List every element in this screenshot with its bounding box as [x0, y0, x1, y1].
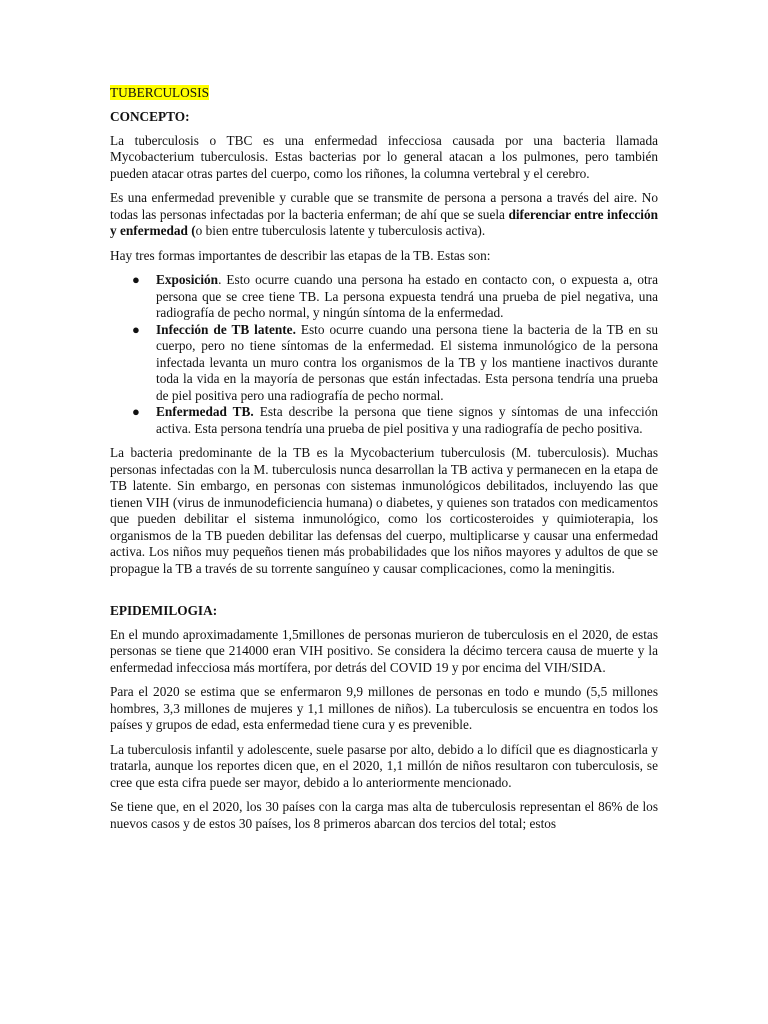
list-item-term: Enfermedad TB.	[156, 404, 254, 419]
concepto-paragraph-2-text-a: Es una enfermedad prevenible y curable que se transmite de persona a persona a través del aire. No todas las personas infectadas por la bacteria enferman; de ahí que se suela	[110, 190, 658, 222]
list-item-term: Infección de TB latente.	[156, 321, 296, 337]
list-item-text: Esta describe la persona que tiene signos y síntomas de una infección activa. Esta persona tendría una prueba de piel positiva y una radiografía de pecho positiva.	[156, 404, 658, 436]
concepto-paragraph-3: Hay tres formas importantes de describir las etapas de la TB. Estas son:	[110, 247, 491, 263]
list-item-term: Exposición	[156, 272, 219, 287]
list-item-text: . Esto ocurre cuando una persona ha estado en contacto con, o expuesta a, otra persona que se cree tiene TB. La persona expuesta tendrá una prueba de piel negativa, una radiografía de pecho normal, y ningún síntoma de la enfermedad.	[156, 272, 658, 320]
concepto-paragraph-2-bold: diferenciar entre infección y enfermedad (	[110, 206, 659, 238]
stages-list	[110, 272, 658, 437]
document-title	[110, 84, 658, 101]
epidemiologia-paragraph-3: La tuberculosis infantil y adolescente, suele pasarse por alto, debido a lo difícil que es diagnosticarla y tratarla, aunque los reportes dicen que, en el 2020, 1,1 millón de niños resultaron con tuberculosis, se cree que esta cifra puede ser mayor, debido a lo anteriormente mencionado.	[110, 741, 658, 790]
list-item-enfermedad-tb	[132, 404, 658, 437]
concepto-paragraph-1: La tuberculosis o TBC es una enfermedad infecciosa causada por una bacteria llamada Mycobacterium tuberculosis. Estas bacterias por lo general atacan a los pulmones, pero también pueden atacar otras partes del cuerpo, como los riñones, la columna vertebral y el cerebro.	[110, 132, 658, 181]
bullet-icon: ●	[132, 321, 140, 337]
epidemiologia-paragraph-4: Se tiene que, en el 2020, los 30 países con la carga mas alta de tuberculosis representan el 86% de los nuevos casos y de estos 30 países, los 8 primeros abarcan dos tercios del total; estos	[110, 799, 658, 831]
bullet-icon: ●	[132, 272, 140, 287]
bullet-icon: ●	[132, 404, 140, 419]
title-highlight: TUBERCULOSIS	[110, 85, 209, 100]
concepto-paragraph-2	[110, 190, 658, 240]
concepto-heading: CONCEPTO:	[110, 109, 190, 124]
concepto-paragraph-2-text-b: o bien entre tuberculosis latente y tuberculosis activa).	[195, 223, 486, 238]
list-item-text: Esto ocurre cuando una persona tiene la bacteria de la TB en su cuerpo, pero no tiene síntomas de la enfermedad. El sistema inmunológico de la persona infectada levanta un muro contra los organismos de la TB y los mantiene inactivos durante toda la vida en la mayoría de personas que están infectadas. Esta persona tendría una prueba de piel positiva pero una radiografía de pecho normal.	[156, 321, 658, 403]
epidemiologia-heading: EPIDEMILOGIA:	[110, 603, 218, 618]
section-spacer	[110, 585, 658, 603]
list-item-infeccion-latente	[132, 321, 658, 405]
list-item-exposicion	[132, 272, 658, 322]
concepto-paragraph-4: La bacteria predominante de la TB es la Mycobacterium tuberculosis (M. tuberculosis). Muchas personas infectadas con la M. tuberculosis nunca desarrollan la TB activa y permanecen en la etapa de TB latente. Sin embargo, en personas con sistemas inmunológicos debilitados, incluyendo las que tienen VIH (virus de inmunodeficiencia humana) o diabetes, y quienes son tratados con medicamentos que pueden debilitar el sistema inmunológico, como los corticosteroides y quimioterapia, los organismos de la TB pueden debilitar las defensas del cuerpo, multiplicarse y causar una enfermedad activa. Los niños muy pequeños tienen más probabilidades que los niños mayores y adultos de que se propague la TB a través de su torrente sanguíneo y causar complicaciones, como la meningitis.	[110, 445, 658, 576]
epidemiologia-paragraph-2: Para el 2020 se estima que se enfermaron 9,9 millones de personas en todo e mundo (5,5 millones hombres, 3,3 millones de mujeres y 1,1 millones de niños). La tuberculosis se encuentra en todos los países y grupos de edad, esta enfermedad tiene cura y es prevenible.	[110, 684, 658, 732]
epidemiologia-paragraph-1: En el mundo aproximadamente 1,5millones de personas murieron de tuberculosis en el 2020, de estas personas se tiene que 214000 eran VIH positivo. Se considera la décimo tercera causa de muerte y la enfermedad infecciosa más mortífera, por detrás del COVID 19 y por encima del VIH/SIDA.	[110, 626, 658, 675]
document-page	[110, 84, 658, 840]
